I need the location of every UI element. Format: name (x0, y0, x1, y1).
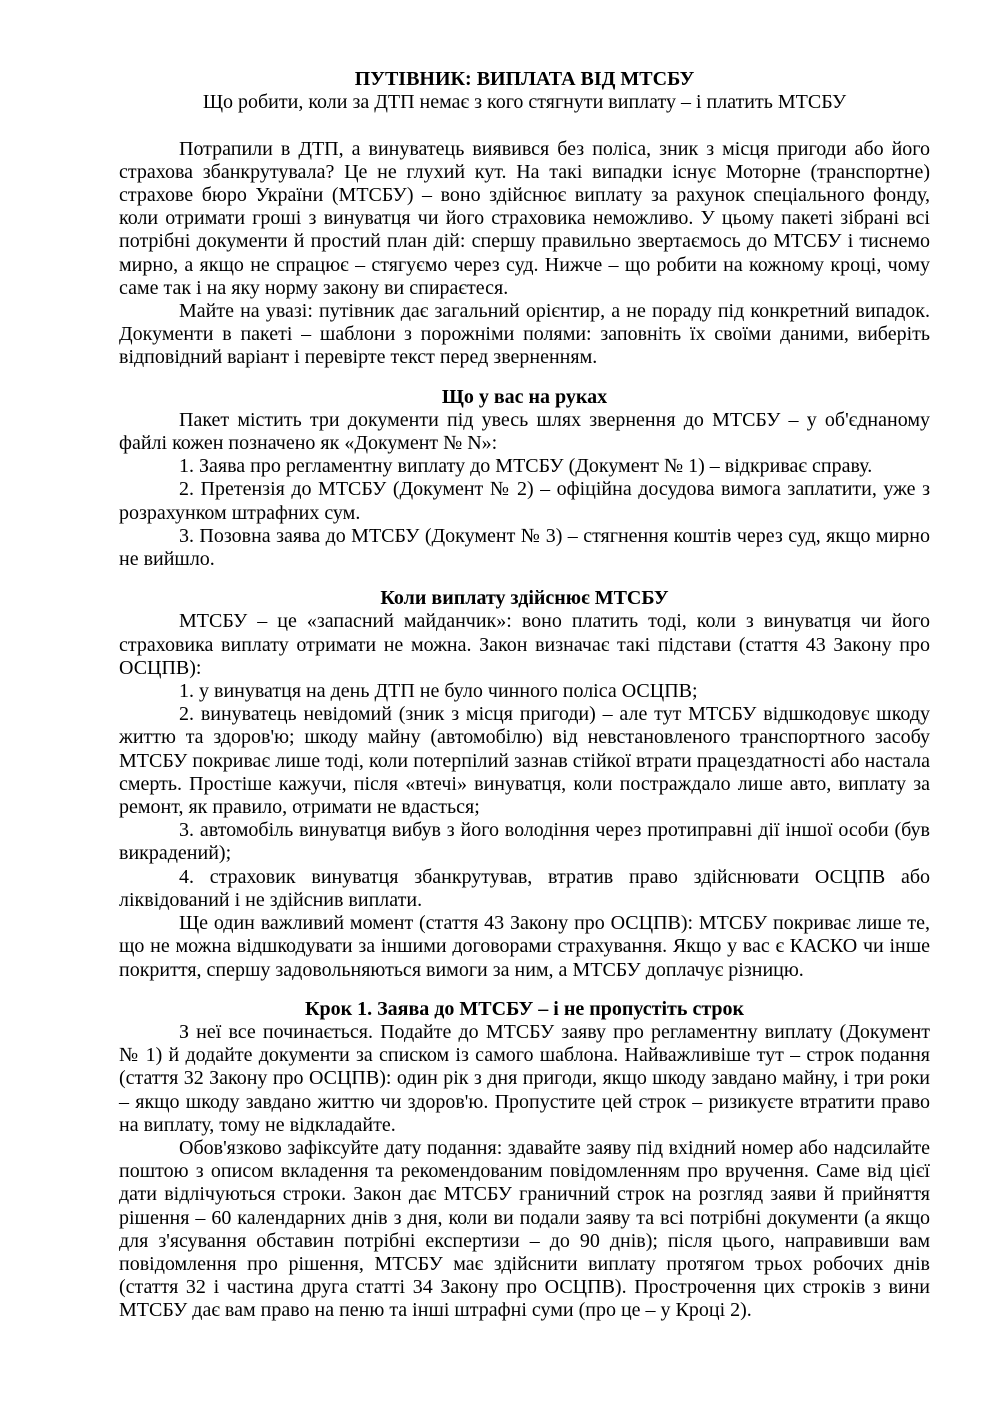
document-title: ПУТІВНИК: ВИПЛАТА ВІД МТСБУ (354, 68, 695, 90)
document-subtitle: Що робити, коли за ДТП немає з кого стягнути виплату – і платить МТСБУ (202, 91, 847, 114)
body-paragraph: Ще один важливий момент (стаття 43 Закону про ОСЦПВ): МТСБУ покриває лише те, що не можна відшкодувати за іншими договорами страхування. Якщо у вас є КАСКО чи інше покриття, спершу задовольняються вимоги за ним, а МТСБУ доплачує різницю. (119, 912, 930, 981)
body-paragraph: Пакет містить три документи під увесь шлях звернення до МТСБУ – у об'єднаному файлі кожен позначено як «Документ № N»: (119, 408, 930, 455)
list-item: 3. автомобіль винуватця вибув з його володіння через протиправні дії іншої особи (був викрадений); (119, 819, 930, 865)
list-item: 4. страховик винуватця збанкрутував, втратив право здійснювати ОСЦПВ або ліквідований і не здійснив виплати. (119, 865, 930, 911)
list-item: 2. винуватець невідомий (зник з місця пригоди) – але тут МТСБУ відшкодовує шкоду життю та здоров'ю; шкоду майну (автомобілю) від невстановленого транспортного засобу МТСБУ покриває лише тоді, коли потерпілий зазнав стійкої втрати працездатності або настала смерть. Простіше кажучи, після «втечі» винуватця, коли постраждало лише авто, виплату за ремонт, як правило, отримати не вдасться; (119, 703, 930, 819)
list-item: 3. Позовна заява до МТСБУ (Документ № 3) – стягнення коштів через суд, якщо мирно не вийшло. (119, 524, 930, 571)
section-heading: Крок 1. Заява до МТСБУ – і не пропустіть строк (304, 997, 745, 1020)
body-paragraph: З неї все починається. Подайте до МТСБУ заяву про регламентну виплату (Документ № 1) й додайте документи за списком із самого шаблона. Найважливіше тут – строк подання (стаття 32 Закону про ОСЦПВ): один рік з дня пригоди, якщо шкоду завдано майну, і три роки – якщо шкоду завдано життю чи здоров'ю. Пропустите цей строк – ризикуєте втратити право на виплату, тому не відкладайте. (119, 1020, 930, 1136)
list-item: 1. у винуватця на день ДТП не було чинного поліса ОСЦПВ; (179, 680, 698, 703)
intro-paragraph: Потрапили в ДТП, а винуватець виявився без поліса, зник з місця пригоди або його страхова збанкрутувала? Це не глухий кут. На такі випадки існує Моторне (транспортне) страхове бюро України (МТСБУ) – воно здійснює виплату за рахунок спеціального фонду, коли отримати гроші з винуватця чи його страховика неможливо. У цьому пакеті зібрані всі потрібні документи й простий план дій: спершу правильно звертаємось до МТСБУ і тиснемо мирно, а якщо не спрацює – стягуємо через суд. Нижче – що робити на кожному кроці, чому саме так і на яку норму закону ви спираєтеся. (119, 137, 930, 299)
list-item: 2. Претензія до МТСБУ (Документ № 2) – офіційна досудова вимога заплатити, уже з розрахунком штрафних сум. (119, 478, 930, 524)
section-heading: Коли виплату здійснює МТСБУ (380, 587, 669, 610)
intro-paragraph: Майте на увазі: путівник дає загальний орієнтир, а не пораду під конкретний випадок. Документи в пакеті – шаблони з порожніми полями: заповніть їх своїми даними, виберіть відповідний варіант і перевірте текст перед зверненням. (119, 300, 930, 369)
section-payment-grounds (119, 587, 930, 981)
body-paragraph: Обов'язково зафіксуйте дату подання: здавайте заяву під вхідний номер або надсилайте поштою з описом вкладення та рекомендованим повідомленням про вручення. Саме від цієї дати відлічуються строки. Закон дає МТСБУ граничний строк на розгляд заяви й прийняття рішення – 60 календарних днів з дня, коли ви подали заяву та всі потрібні документи (а якщо для з'ясування обставин потрібні експертизи – до 90 днів); після цього, направивши вам повідомлення про рішення, МТСБУ має здійснити виплату протягом трьох робочих днів (стаття 32 і частина друга статті 34 Закону про ОСЦПВ). Прострочення цих строків з вини МТСБУ дає вам право на пеню та інші штрафні суми (про це – у Кроці 2). (119, 1136, 930, 1322)
section-heading: Що у вас на руках (441, 385, 608, 408)
list-item: 1. Заява про регламентну виплату до МТСБУ (Документ № 1) – відкриває справу. (179, 455, 873, 478)
body-paragraph: МТСБУ – це «запасний майданчик»: воно платить тоді, коли з винуватця чи його страховика виплату отримати не можна. Закон визначає такі підстави (стаття 43 Закону про ОСЦПВ): (119, 610, 930, 679)
section-step-1 (119, 998, 930, 1323)
document-page (119, 68, 930, 1323)
section-package-contents (119, 386, 930, 572)
